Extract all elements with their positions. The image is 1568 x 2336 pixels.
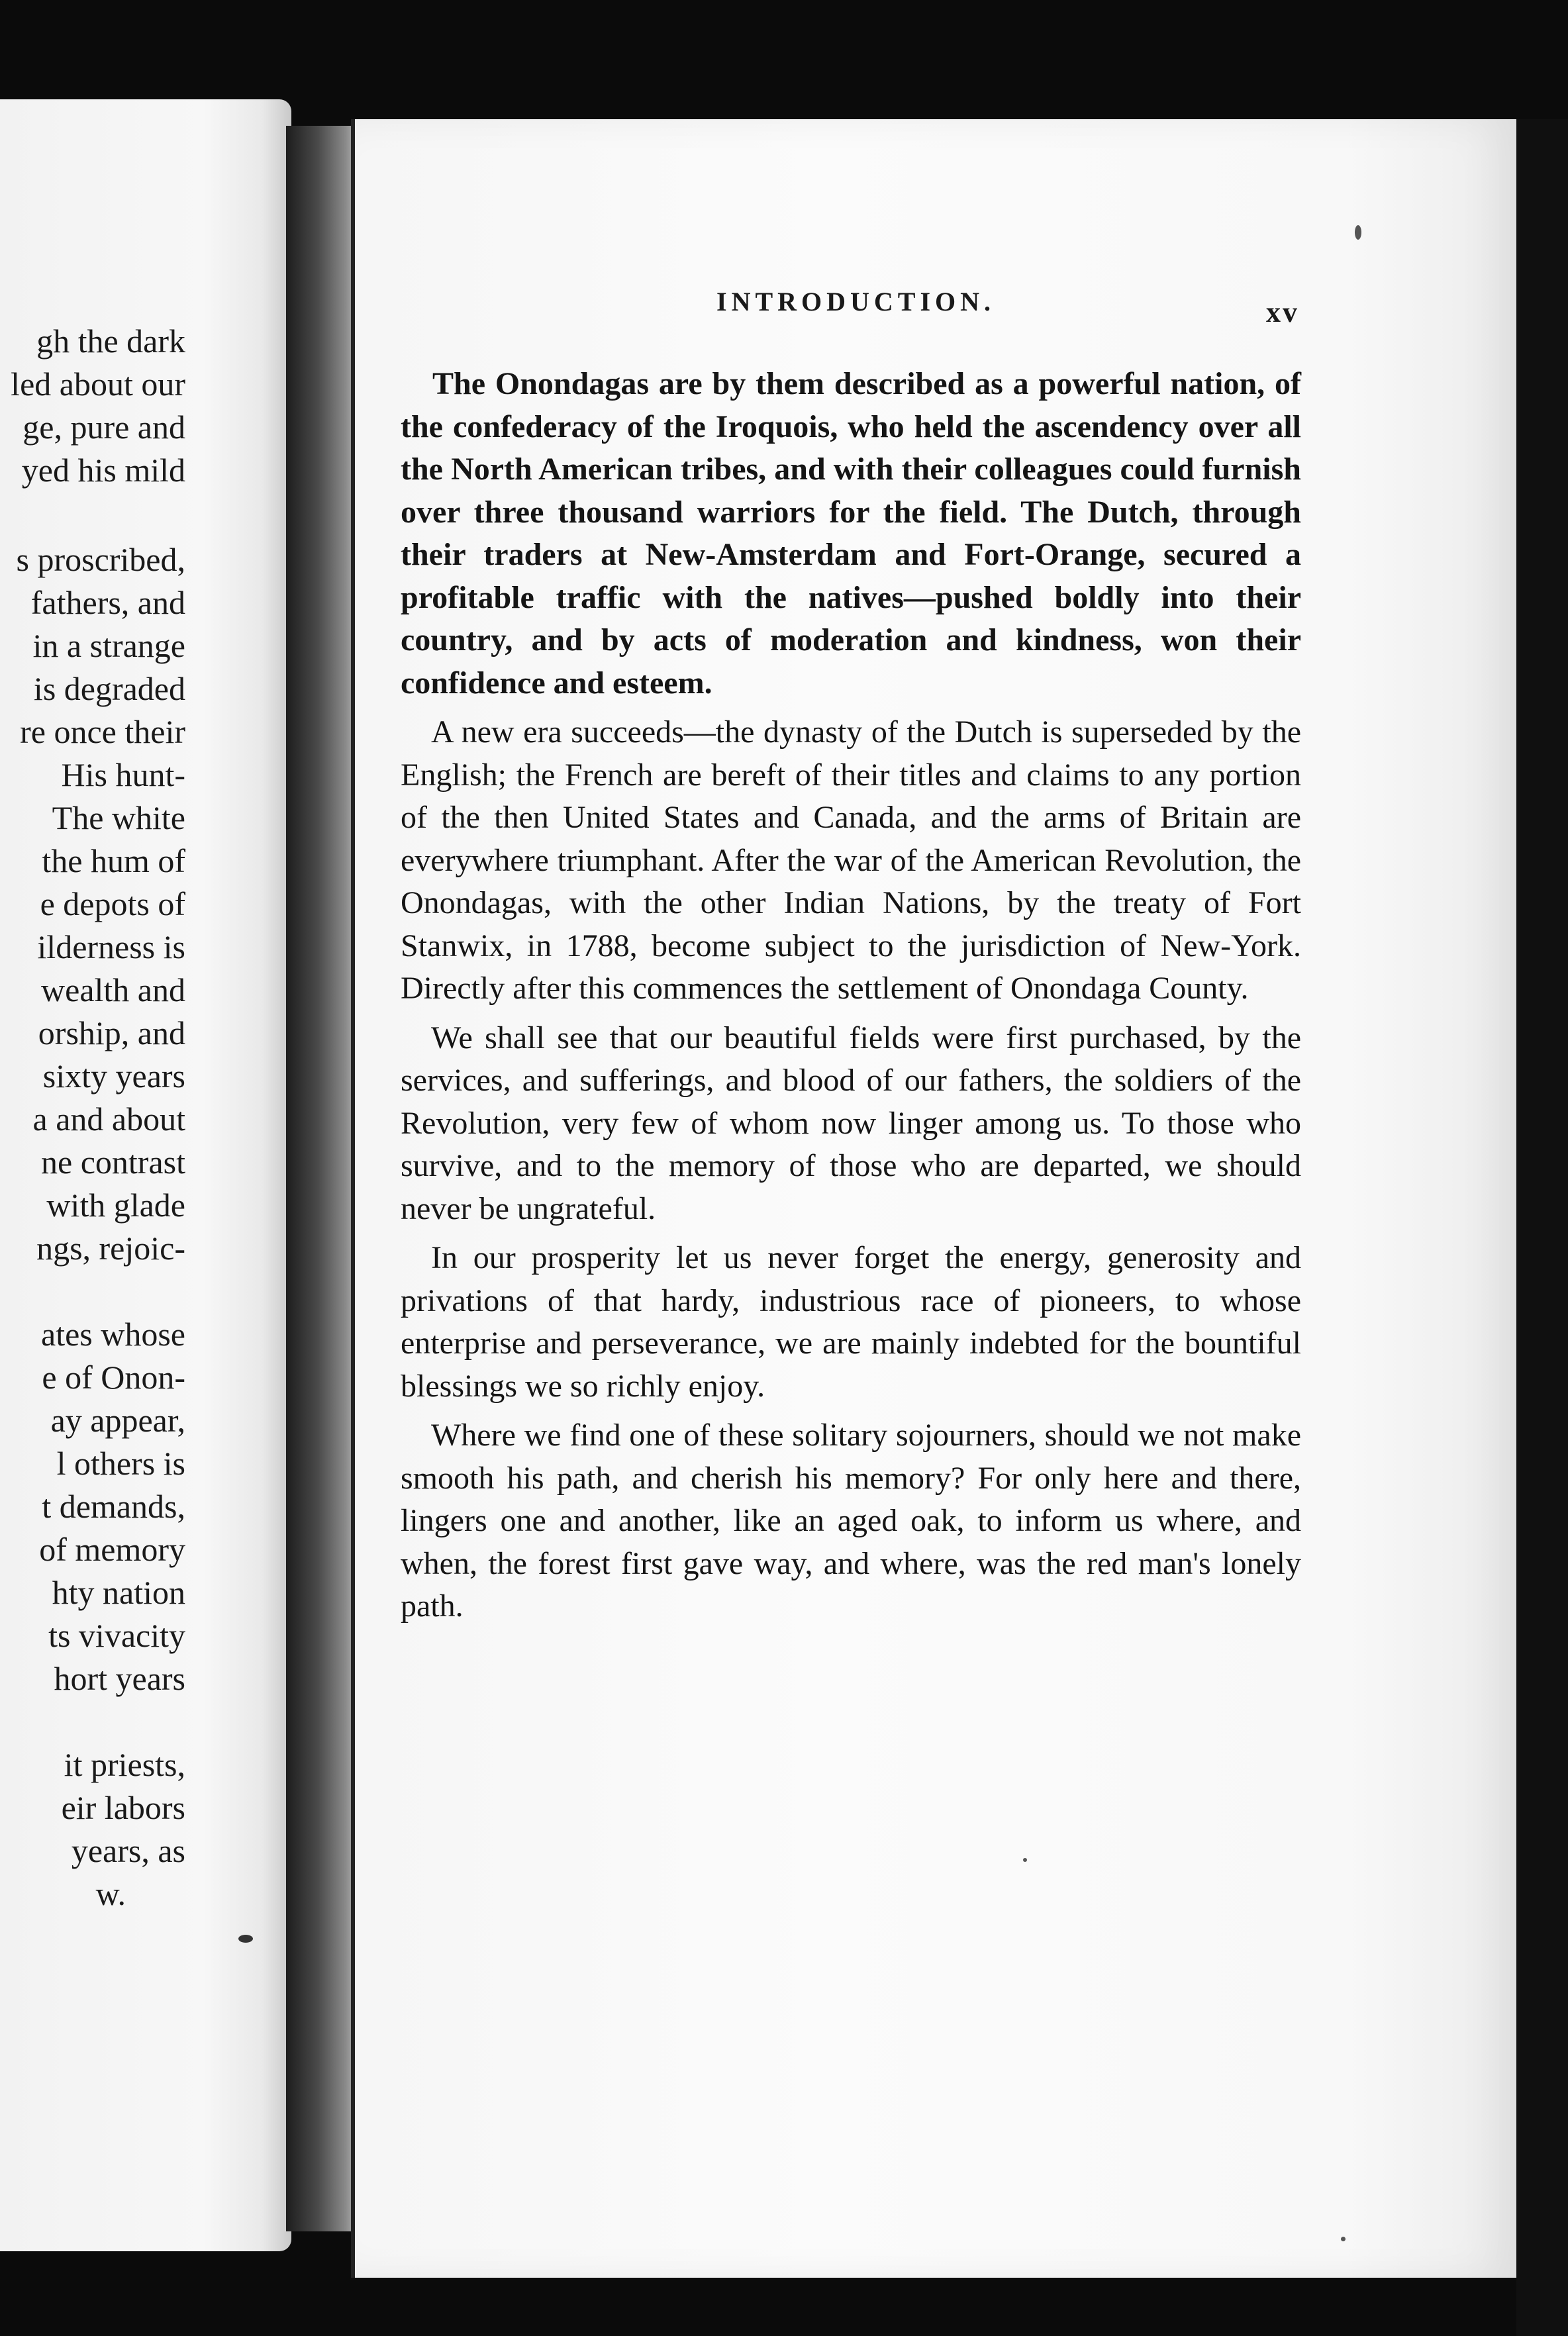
- left-page-line: e of Onon-: [42, 1359, 185, 1396]
- left-page-line: s proscribed,: [16, 541, 185, 578]
- paper-speck: [1355, 225, 1361, 240]
- left-page-line: of memory: [39, 1531, 185, 1568]
- left-page-line: ates whose: [41, 1316, 185, 1353]
- left-page-line: ne contrast: [41, 1144, 185, 1181]
- left-page-line: is degraded: [33, 670, 185, 707]
- paragraph: Where we find one of these solitary sojourners, should we not make smooth his path, and cherish his memory? For only here and there, lingers one and another, like an aged oak, to inform us where, and when, the forest first gave way, and where, was the red man's lonely path.: [401, 1418, 1301, 1624]
- left-page-line: l others is: [56, 1445, 185, 1482]
- paper-speck: [238, 1935, 253, 1943]
- left-page-line: re once their: [20, 713, 185, 750]
- left-page-line: t demands,: [42, 1488, 185, 1525]
- paragraph: We shall see that our beautiful fields were first purchased, by the services, and sufferings, and blood of our fathers, the soldiers of the Revolution, very few of whom now linger among us. To those who survive, and to the memory of those who are departed, we should never be ungrateful.: [401, 1020, 1301, 1226]
- paragraph: In our prosperity let us never forget the energy, generosity and privations of that hardy, industrious race of pioneers, to whose enterprise and perseverance, we are mainly indebted for the bountiful blessings we so richly enjoy.: [401, 1240, 1301, 1404]
- left-page-line: fathers, and: [30, 584, 185, 621]
- left-page-line: w.: [95, 1875, 126, 1912]
- left-facing-page: [0, 99, 291, 2251]
- left-page-line: led about our: [11, 365, 185, 403]
- left-page-line: orship, and: [38, 1014, 185, 1051]
- left-page-line: years, as: [71, 1832, 185, 1869]
- left-page-line: The white: [52, 799, 185, 836]
- left-page-line: ge, pure and: [23, 409, 185, 446]
- left-page-line: the hum of: [42, 842, 185, 879]
- left-page-line: eir labors: [61, 1789, 185, 1826]
- left-page-line: sixty years: [42, 1057, 185, 1095]
- left-page-line: in a strange: [32, 627, 185, 664]
- paper-speck: [1023, 1858, 1027, 1862]
- paragraph: The Onondagas are by them described as a powerful nation, of the confederacy of the Iroquois, who held the ascendency over all the North American tribes, and with their colleagues could furnish over three thousand warriors for the field. The Dutch, through their traders at New-Amsterdam and Fort-Orange, secured a profitable traffic with the natives—pushed boldly into their country, and by acts of moderation and kindness, won their confidence and esteem.: [401, 366, 1301, 701]
- page-edge-shadow: [1516, 119, 1568, 2336]
- paper-speck: [1341, 2237, 1346, 2241]
- page-number: xv: [1266, 296, 1299, 328]
- left-page-line: it priests,: [64, 1746, 185, 1783]
- left-page-line: hort years: [54, 1660, 185, 1697]
- left-page-line: a and about: [32, 1100, 185, 1138]
- left-page-line: wealth and: [41, 971, 185, 1008]
- left-page-line: hty nation: [52, 1574, 185, 1611]
- paragraph: A new era succeeds—the dynasty of the Dutch is superseded by the English; the French are bereft of their titles and claims to any portion of the then United States and Canada, and the arms of Britain are everywhere triumphant. After the war of the American Revolution, the Onondagas, with the other Indian Nations, by the treaty of Fort Stanwix, in 1788, become subject to the jurisdiction of New-York. Directly after this commences the settlement of Onondaga County.: [401, 714, 1301, 1006]
- body-text: [401, 363, 1301, 1628]
- left-page-line: ilderness is: [37, 928, 185, 965]
- left-page-line: gh the dark: [36, 322, 185, 360]
- left-page-line: yed his mild: [21, 452, 185, 489]
- left-page-line: ay appear,: [50, 1402, 185, 1439]
- left-page-line: with glade: [46, 1187, 185, 1224]
- left-page-line: e depots of: [40, 885, 185, 922]
- left-page-line: ts vivacity: [48, 1617, 185, 1654]
- left-page-line: His hunt-: [61, 756, 185, 793]
- running-head: INTRODUCTION.: [716, 287, 996, 316]
- left-page-line: ngs, rejoic-: [36, 1230, 185, 1267]
